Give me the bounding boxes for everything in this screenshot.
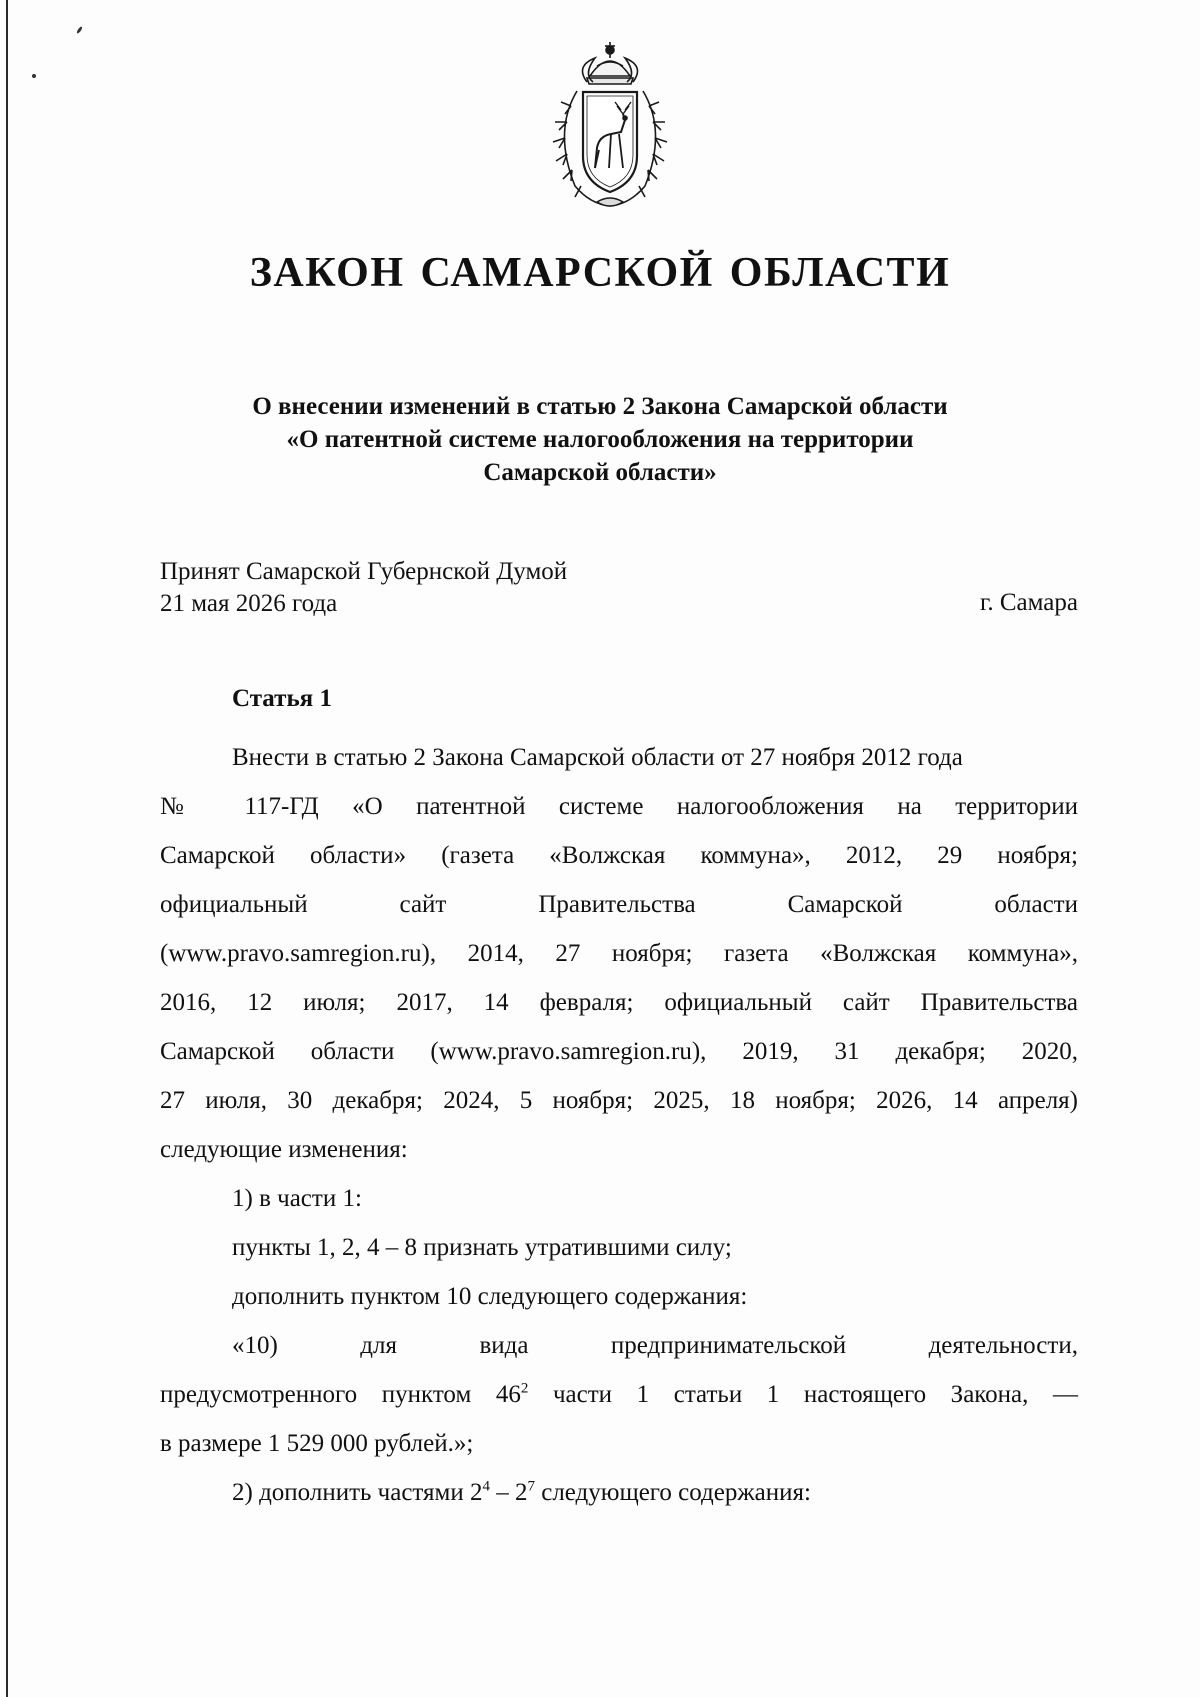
scan-speck [32,74,36,78]
body-word: вида [479,1332,529,1359]
body-line: (www.pravo.samregion.ru), 2014, 27 ноября; газета «Волжская коммуна», [160,940,1078,967]
body-line [160,1370,1078,1419]
subtitle-line: Самарской области» [483,459,717,486]
body-line: следующие изменения: [160,1136,408,1163]
body-line: 1) в части 1: [232,1185,362,1212]
body-line: 2016, 12 июля; 2017, 14 февраля; официальный сайт Правительства [160,989,1078,1016]
body-text-fragment: части 1 статьи 1 настоящего Закона, — [528,1381,1078,1408]
subtitle-line: «О патентной системе налогообложения на территории [286,426,914,453]
body-line: 27 июля, 30 декабря; 2024, 5 ноября; 2025, 18 ноября; 2026, 14 апреля) [160,1087,1078,1114]
article-body [160,733,1078,1517]
body-word: сайт [399,891,447,918]
body-text-fragment: предусмотренного пунктом 46 [160,1381,521,1408]
law-title-word: ЗАКОН [249,250,405,296]
coat-of-arms-icon [535,36,685,212]
adoption-city: г. Самара [979,589,1078,616]
body-word: «10) [232,1332,278,1359]
body-word: области [994,891,1078,918]
law-title-word: САМАРСКОЙ [420,250,714,296]
body-word: для [360,1332,397,1359]
body-word: деятельности, [928,1332,1078,1359]
body-line: в размере 1 529 000 рублей.»; [160,1430,474,1457]
body-word: Самарской [787,891,903,918]
body-line [160,1321,1078,1370]
body-word: предпринимательской [610,1332,847,1359]
adopted-by: Принят Самарской Губернской Думой [160,558,568,585]
body-line: № 117-ГД «О патентной системе налогообложения на территории [160,793,1078,820]
body-line: Самарской области (www.pravo.samregion.ru), 2019, 31 декабря; 2020, [160,1038,1078,1065]
body-line: пункты 1, 2, 4 – 8 признать утратившими силу; [232,1234,732,1261]
body-line [160,880,1078,929]
scan-speck [76,26,83,34]
subtitle-line: О внесении изменений в статью 2 Закона Самарской области [252,393,948,420]
law-subtitle [0,390,1200,489]
body-line [160,1468,1078,1517]
adoption-info [160,556,567,620]
body-word: Правительства [538,891,696,918]
body-line: Самарской области» (газета «Волжская коммуна», 2012, 29 ноября; [160,842,1078,869]
law-title [0,252,1200,294]
law-title-word: ОБЛАСТИ [729,250,951,296]
superscript: 2 [520,1380,529,1397]
adoption-date: 21 мая 2026 года [160,590,338,617]
body-text-fragment: – 2 [489,1479,528,1506]
body-text-fragment: следующего содержания: [534,1479,811,1506]
superscript: 4 [482,1478,490,1495]
article-heading: Статья 1 [232,685,332,712]
body-line: Внести в статью 2 Закона Самарской области от 27 ноября 2012 года [232,744,963,771]
body-line: дополнить пунктом 10 следующего содержания: [232,1283,748,1310]
body-word: официальный [160,891,308,918]
superscript: 7 [527,1478,535,1495]
body-text-fragment: 2) дополнить частями 2 [232,1479,483,1506]
